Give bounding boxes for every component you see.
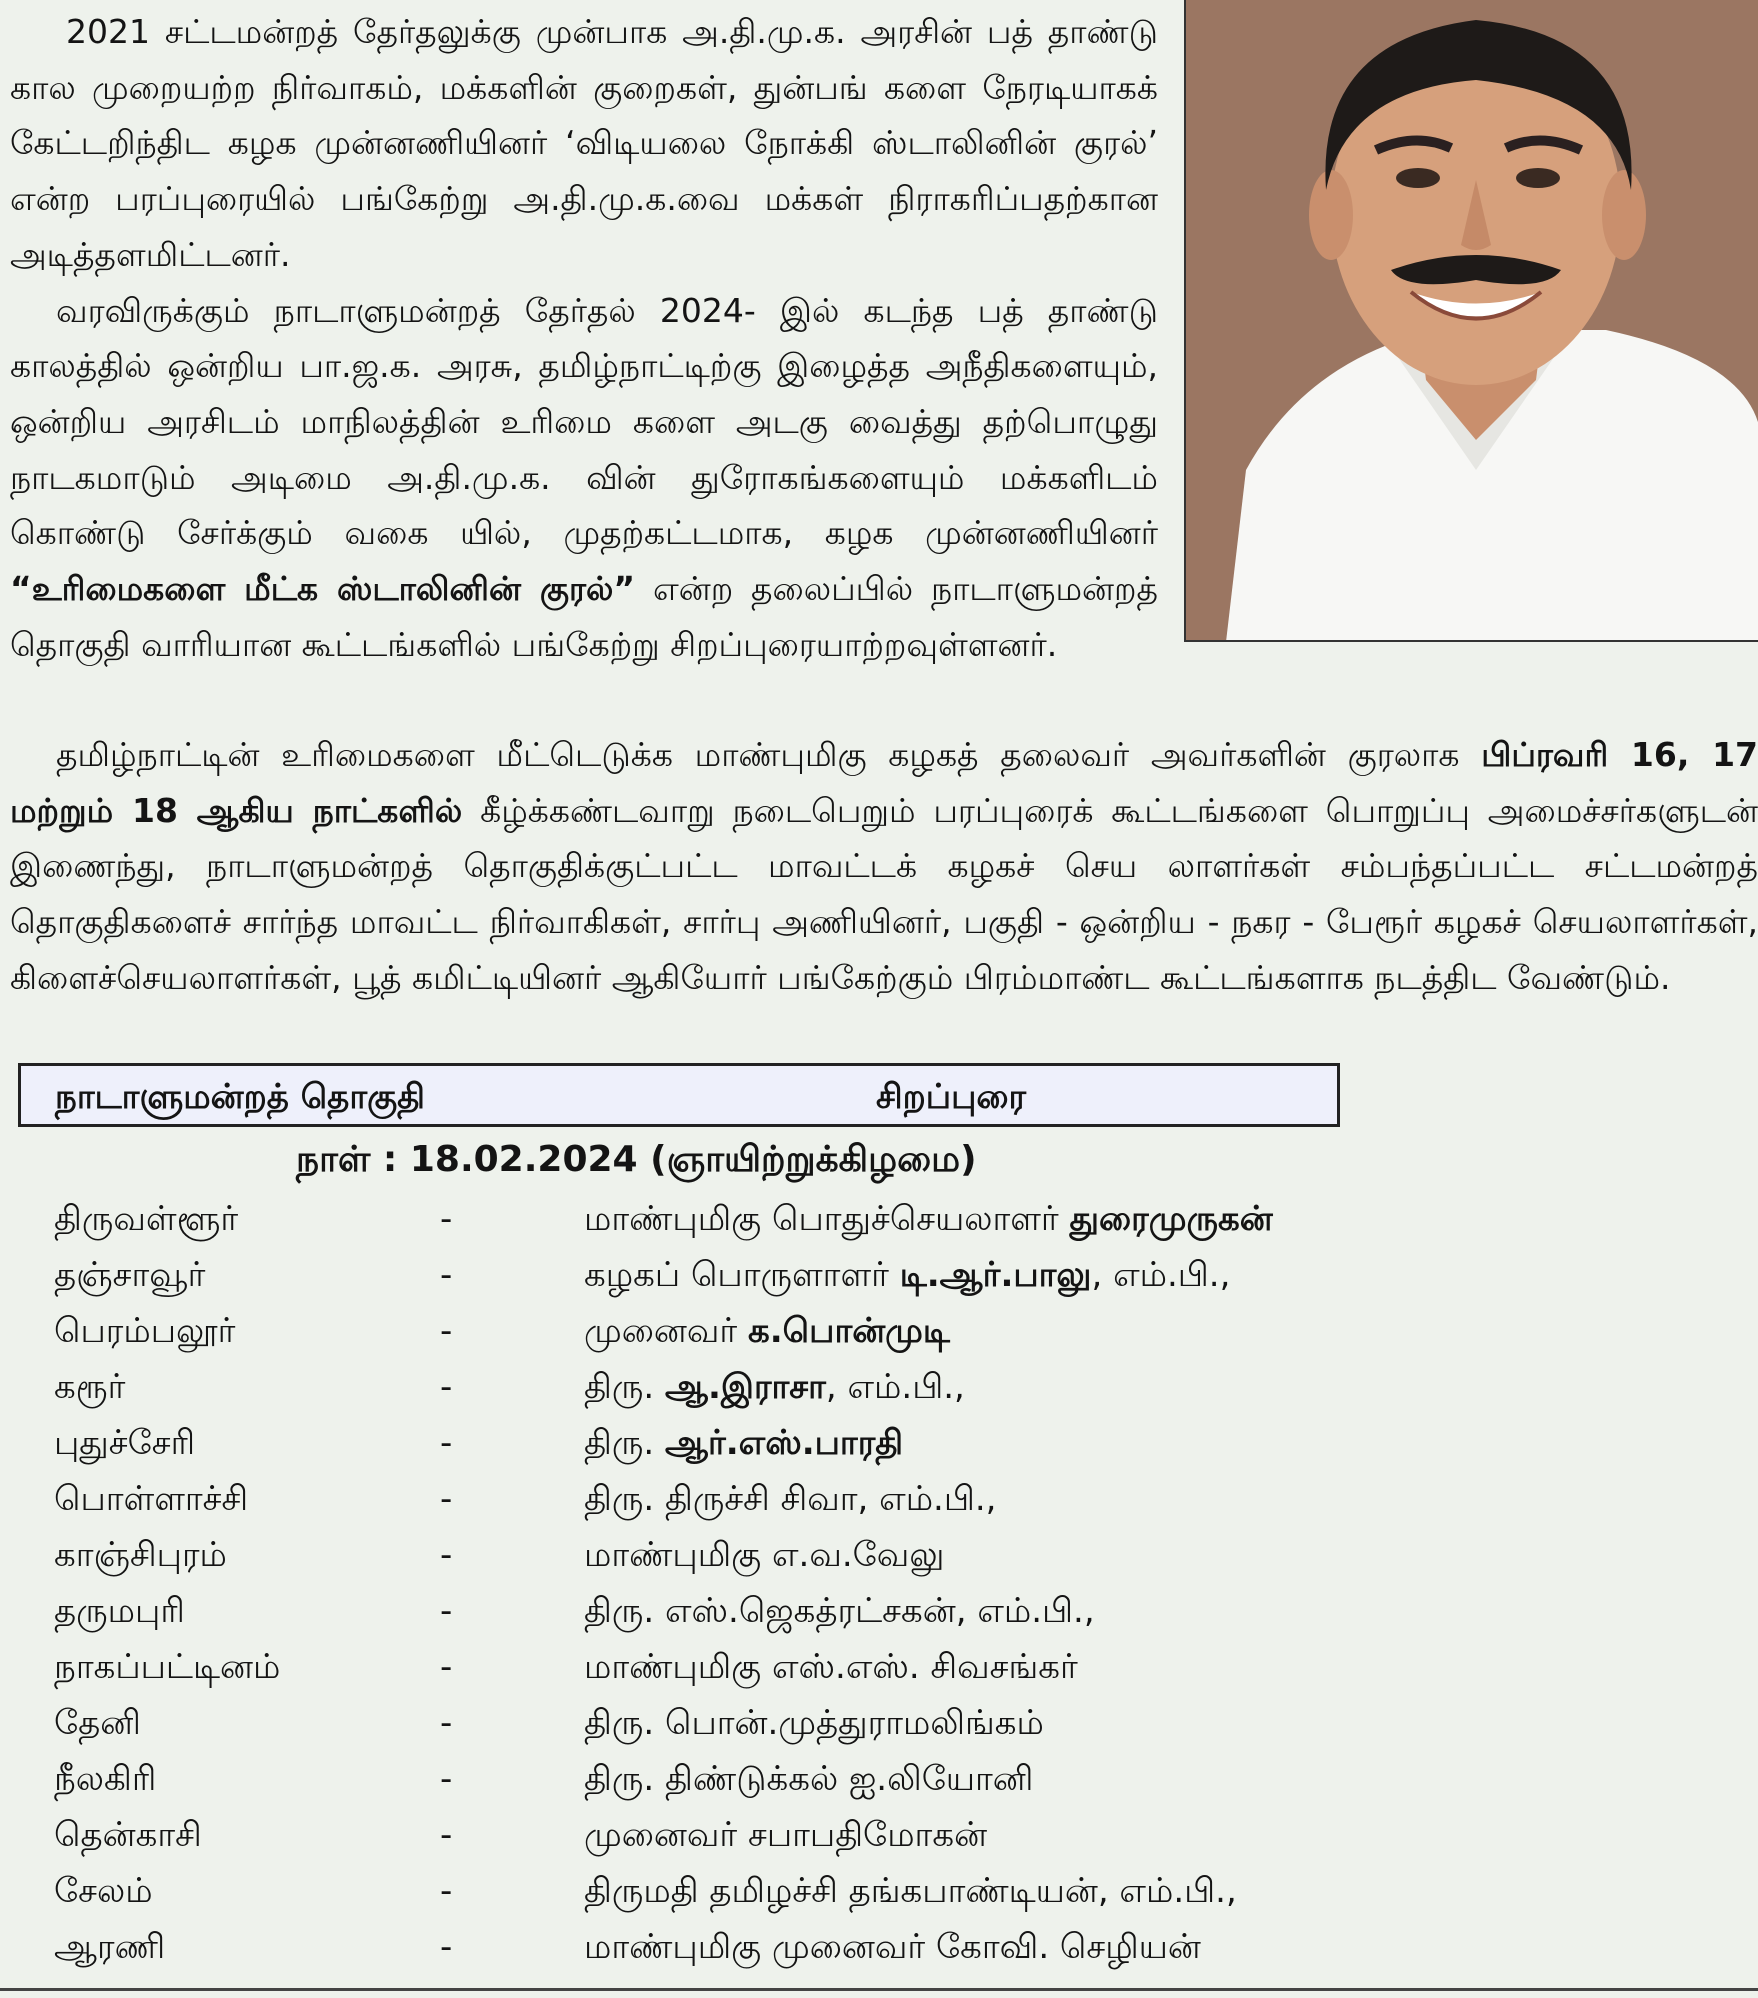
constituency-name: காஞ்சிபுரம் bbox=[54, 1535, 227, 1575]
speaker-prefix: முனைவர் bbox=[584, 1311, 749, 1351]
speaker-name bbox=[584, 1759, 1033, 1803]
constituency-name: தருமபுரி bbox=[54, 1591, 185, 1631]
speaker-prefix: திரு. bbox=[584, 1367, 665, 1407]
speaker-prefix: மாண்புமிகு முனைவர் கோவி. செழியன் bbox=[584, 1927, 1201, 1967]
schedule-row bbox=[0, 1307, 1758, 1363]
speaker-prefix: திரு. bbox=[584, 1423, 665, 1463]
portrait-illustration bbox=[1186, 0, 1758, 642]
constituency-name: தஞ்சாவூர் bbox=[54, 1255, 206, 1295]
separator-dash: - bbox=[440, 1703, 453, 1743]
intro-paragraph-2 bbox=[10, 283, 1158, 673]
speaker-suffix: , எம்.பி., bbox=[825, 1367, 965, 1407]
schedule-row bbox=[0, 1867, 1758, 1923]
constituency-name: சேலம் bbox=[54, 1871, 153, 1911]
schedule-row bbox=[0, 1251, 1758, 1307]
speaker-bold-name: டி.ஆர்.பாலு bbox=[899, 1255, 1092, 1295]
intro-paragraph-1: 2021 சட்டமன்றத் தேர்தலுக்கு முன்பாக அ.தி.மு.க. அரசின் பத் தாண்டு கால முறையற்ற நிர்வாகம், மக்களின் குறைகள், துன்பங் களை நேரடியாகக் கேட்டறிந்திட கழக முன்னணியினர் ‘விடியலை நோக்கி ஸ்டாலினின் குரல்’ என்ற பரப்புரையில் பங்கேற்று அ.தி.மு.க.வை மக்கள் நிராகரிப்பதற்கான அடித்தளமிட்டனர். bbox=[10, 12, 1158, 274]
schedule-row bbox=[0, 1195, 1758, 1251]
intro-paragraph-2-text: வரவிருக்கும் நாடாளுமன்றத் தேர்தல் 2024- இல் கடந்த பத் தாண்டு காலத்தில் ஒன்றிய பா.ஜ.க. அரசு, தமிழ்நாட்டிற்கு இழைத்த அநீதிகளையும், ஒன்றிய அரசிடம் மாநிலத்தின் உரிமை களை அடகு வைத்து தற்பொழுது நாடகமாடும் அடிமை அ.தி.மு.க. வின் துரோகங்களையும் மக்களிடம் கொண்டு சேர்க்கும் வகை யில், முதற்கட்டமாக, கழக முன்னணியினர் bbox=[10, 290, 1158, 553]
constituency-name: கரூர் bbox=[54, 1367, 126, 1407]
separator-dash: - bbox=[440, 1647, 453, 1687]
speaker-prefix: மாண்புமிகு எஸ்.எஸ். சிவசங்கர் bbox=[584, 1647, 1078, 1687]
speaker-prefix: திரு. எஸ்.ஜெகத்ரட்சகன், எம்.பி., bbox=[584, 1591, 1095, 1631]
speaker-name bbox=[584, 1535, 944, 1579]
header-speaker: சிறப்புரை bbox=[876, 1077, 1027, 1117]
header-constituency: நாடாளுமன்றத் தொகுதி bbox=[55, 1077, 425, 1117]
separator-dash: - bbox=[440, 1367, 453, 1407]
speaker-prefix: திரு. திருச்சி சிவா, எம்.பி., bbox=[584, 1479, 997, 1519]
separator-dash: - bbox=[440, 1255, 453, 1295]
separator-dash: - bbox=[440, 1591, 453, 1631]
bottom-divider bbox=[0, 1988, 1758, 1991]
speaker-name bbox=[584, 1591, 1095, 1635]
speaker-name bbox=[584, 1479, 996, 1523]
schedule-header-box bbox=[18, 1063, 1340, 1127]
schedule-row bbox=[0, 1475, 1758, 1531]
speaker-name bbox=[584, 1647, 1078, 1691]
speaker-name bbox=[584, 1703, 1044, 1747]
separator-dash: - bbox=[440, 1199, 453, 1239]
speaker-name bbox=[584, 1199, 1273, 1243]
schedule-row bbox=[0, 1363, 1758, 1419]
schedule-row bbox=[0, 1531, 1758, 1587]
separator-dash: - bbox=[440, 1311, 453, 1351]
date-line: நாள் : 18.02.2024 (ஞாயிற்றுக்கிழமை) bbox=[296, 1139, 977, 1180]
speaker-prefix: கழகப் பொருளாளர் bbox=[584, 1255, 900, 1295]
announcement-text bbox=[10, 727, 1758, 1006]
speaker-name bbox=[584, 1255, 1230, 1299]
announcement-text-start: தமிழ்நாட்டின் உரிமைகளை மீட்டெடுக்க மாண்புமிகு கழகத் தலைவர் அவர்களின் குரலாக bbox=[56, 735, 1482, 774]
constituency-name: ஆரணி bbox=[54, 1927, 166, 1967]
speaker-prefix: மாண்புமிகு எ.வ.வேலு bbox=[584, 1535, 945, 1575]
speaker-name bbox=[584, 1423, 903, 1467]
constituency-name: தென்காசி bbox=[54, 1815, 202, 1855]
speaker-prefix: திருமதி தமிழச்சி தங்கபாண்டியன், எம்.பி., bbox=[584, 1871, 1237, 1911]
event-dates: பிப்ரவரி 16, 17 மற்றும் 18 ஆகிய நாட்களில் bbox=[10, 735, 1758, 830]
speaker-prefix: திரு. திண்டுக்கல் ஐ.லியோனி bbox=[584, 1759, 1034, 1799]
constituency-name: பொள்ளாச்சி bbox=[54, 1479, 249, 1519]
campaign-title: “உரிமைகளை மீட்க ஸ்டாலினின் குரல்” bbox=[10, 569, 636, 609]
schedule-row bbox=[0, 1587, 1758, 1643]
speaker-name bbox=[584, 1311, 950, 1355]
schedule-row bbox=[0, 1643, 1758, 1699]
announcement-paragraph bbox=[10, 727, 1758, 1006]
speaker-name bbox=[584, 1815, 987, 1859]
intro-paragraph-2-end: என்ற தலைப்பில் நாடாளுமன்றத் தொகுதி வாரியான கூட்டங்களில் பங்கேற்று சிறப்புரையாற்றவுள்ளனர். bbox=[10, 569, 1158, 664]
speaker-suffix: , எம்.பி., bbox=[1091, 1255, 1231, 1295]
speaker-bold-name: ஆ.இராசா bbox=[664, 1367, 826, 1407]
speaker-bold-name: க.பொன்முடி bbox=[748, 1311, 950, 1351]
constituency-name: தேனி bbox=[54, 1703, 141, 1743]
announcement-text-end: கீழ்க்கண்டவாறு நடைபெறும் பரப்புரைக் கூட்டங்களை பொறுப்பு அமைச்சர்களுடன் இணைந்து, நாடாளுமன்றத் தொகுதிக்குட்பட்ட மாவட்டக் கழகச் செய லாளர்கள் சம்பந்தப்பட்ட சட்டமன்றத் தொகுதிகளைச் சார்ந்த மாவட்ட நிர்வாகிகள், சார்பு அணியினர், பகுதி - ஒன்றிய - நகர - பேரூர் கழகச் செயலாளர்கள், கிளைச்செயலாளர்கள், பூத் கமிட்டியினர் ஆகியோர் பங்கேற்கும் பிரம்மாண்ட கூட்டங்களாக நடத்திட வேண்டும். bbox=[10, 790, 1758, 997]
separator-dash: - bbox=[440, 1535, 453, 1575]
separator-dash: - bbox=[440, 1927, 453, 1967]
schedule-row bbox=[0, 1923, 1758, 1979]
schedule-row bbox=[0, 1699, 1758, 1755]
separator-dash: - bbox=[440, 1815, 453, 1855]
schedule-list bbox=[0, 1195, 1758, 1979]
constituency-name: திருவள்ளூர் bbox=[54, 1199, 239, 1239]
schedule-row bbox=[0, 1419, 1758, 1475]
speaker-bold-name: ஆர்.எஸ்.பாரதி bbox=[664, 1423, 904, 1463]
separator-dash: - bbox=[440, 1479, 453, 1519]
speaker-name bbox=[584, 1927, 1201, 1971]
speaker-bold-name: துரைமுருகன் bbox=[1069, 1199, 1273, 1239]
constituency-name: நாகப்பட்டினம் bbox=[54, 1647, 281, 1687]
constituency-name: நீலகிரி bbox=[54, 1759, 157, 1799]
speaker-prefix: முனைவர் சபாபதிமோகன் bbox=[584, 1815, 988, 1855]
leader-portrait bbox=[1184, 0, 1758, 642]
intro-column bbox=[10, 4, 1158, 672]
separator-dash: - bbox=[440, 1759, 453, 1799]
constituency-name: புதுச்சேரி bbox=[54, 1423, 196, 1463]
separator-dash: - bbox=[440, 1423, 453, 1463]
schedule-row bbox=[0, 1755, 1758, 1811]
constituency-name: பெரம்பலூர் bbox=[54, 1311, 236, 1351]
speaker-name bbox=[584, 1871, 1237, 1915]
schedule-row bbox=[0, 1811, 1758, 1867]
speaker-name bbox=[584, 1367, 965, 1411]
speaker-prefix: திரு. பொன்.முத்துராமலிங்கம் bbox=[584, 1703, 1044, 1743]
speaker-prefix: மாண்புமிகு பொதுச்செயலாளர் bbox=[584, 1199, 1070, 1239]
separator-dash: - bbox=[440, 1871, 453, 1911]
